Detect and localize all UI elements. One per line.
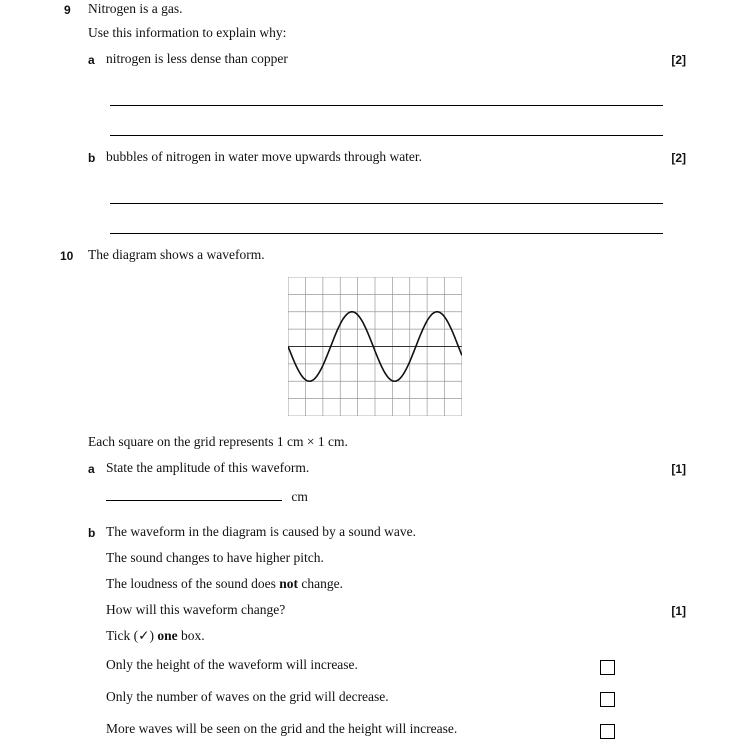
loudness-bold: not [279, 576, 298, 591]
q10-number: 10 [60, 249, 74, 263]
q10-grid-note: Each square on the grid represents 1 cm × 1 cm. [88, 434, 348, 449]
loudness-post: change. [298, 576, 343, 591]
q10a-letter: a [88, 462, 95, 476]
option-1-label: Only the height of the waveform will increase. [106, 657, 358, 672]
q10b-loudness-line [106, 576, 343, 592]
waveform-svg [288, 277, 462, 416]
tick-pre: Tick (✓) [106, 628, 158, 643]
q9a-answer-line-1[interactable] [110, 87, 663, 106]
option-3-checkbox[interactable] [600, 724, 615, 739]
tick-bold: one [157, 628, 178, 643]
q9b-text: bubbles of nitrogen in water move upwards through water. [106, 149, 423, 164]
q9b-letter: b [88, 151, 96, 165]
waveform-diagram [288, 277, 462, 416]
q10b-question: How will this waveform change? [106, 602, 286, 617]
q9a-answer-line-2[interactable] [110, 117, 663, 136]
loudness-pre: The loudness of the sound does [106, 576, 280, 591]
q9-intro: Nitrogen is a gas. [88, 1, 183, 16]
q10a-text: State the amplitude of this waveform. [106, 460, 310, 475]
q9a-text: nitrogen is less dense than copper [106, 51, 288, 66]
q9a-letter: a [88, 53, 95, 67]
q9-lead: Use this information to explain why: [88, 25, 287, 40]
option-2-checkbox[interactable] [600, 692, 615, 707]
q10b-line1: The waveform in the diagram is caused by a sound wave. [106, 524, 417, 539]
q10a-answer-line[interactable] [106, 486, 282, 501]
q10b-letter: b [88, 526, 96, 540]
q10a-unit: cm [291, 489, 308, 504]
q9b-marks: [2] [671, 151, 686, 165]
tick-post: box. [177, 628, 205, 643]
q10b-line2: The sound changes to have higher pitch. [106, 550, 324, 565]
option-3-label: More waves will be seen on the grid and the height will increase. [106, 721, 458, 736]
q9a-marks: [2] [671, 53, 686, 67]
q10b-tick-line [106, 628, 205, 644]
option-1-checkbox[interactable] [600, 660, 615, 675]
q9b-answer-line-2[interactable] [110, 215, 663, 234]
q9-number: 9 [64, 3, 71, 17]
q10-intro: The diagram shows a waveform. [88, 247, 265, 262]
option-2-label: Only the number of waves on the grid will decrease. [106, 689, 389, 704]
q10a-answer-row [106, 486, 308, 505]
q10b-marks: [1] [671, 604, 686, 618]
q10a-marks: [1] [671, 462, 686, 476]
q9b-answer-line-1[interactable] [110, 185, 663, 204]
